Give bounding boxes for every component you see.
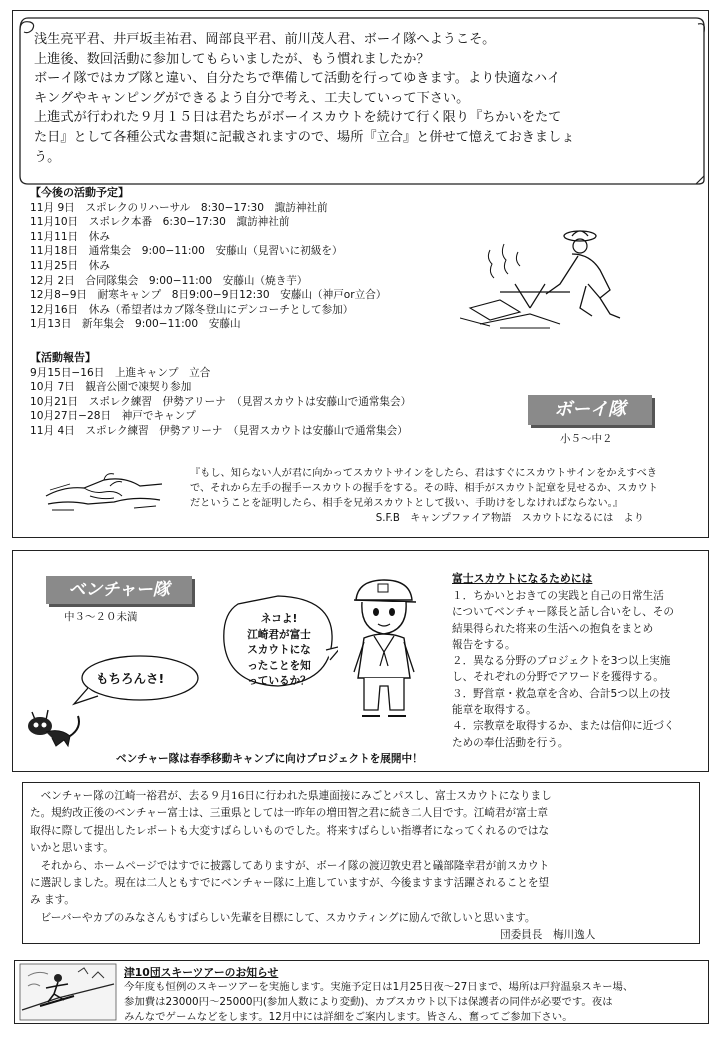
report-item: 10月21日 スポレク練習 伊勢アリーナ （見習スカウトは安藤山で通常集会） [30,395,412,408]
quote-line: だということを証明したら、相手を兄弟スカウトとして扱い、手助けをしなければならない。』 [190,498,623,509]
fuji-scout-section [452,571,674,751]
report-item: 10月 7日 観音公園で凍契り参加 [30,381,192,394]
report-line: た。規約改正後のベンチャー富士は、三重県としては一昨年の増田智之君に続き二人目です。江崎君が富士章 [30,807,548,820]
fuji-heading: 富士スカウトになるためには [452,572,593,585]
speech-bubble-large-text [234,612,324,690]
venture-caption: ベンチャー隊は春季移動キャンプに向けプロジェクトを展開中！ [116,753,423,765]
welcome-line: う。 [34,149,61,165]
bubble-line: 江崎君が富士 [247,628,311,641]
schedule-item: 12月 2日 合同隊集会 9:00−11:00 安藤山（焼き芋） [30,274,308,287]
fuji-line: についてベンチャー隊長と話し合いをし、その [452,606,674,619]
report-item: 9月15日−16日 上進キャンプ 立合 [30,366,211,379]
quote-source: S.F.B キャンプファイア物語 スカウトになるには より [375,513,644,524]
ski-line: みんなでゲームなどをします。12月中には詳細をご案内します。皆さん、奮ってご参加下さい。 [124,1011,573,1024]
fuji-line: ２．異なる分野のプロジェクトを3つ以上実施 [452,655,671,668]
bubble-line: ったことを知 [247,659,311,672]
handshake-illustration [44,466,164,516]
bubble-line: スカウトにな [247,644,311,657]
welcome-line: 上進式が行われた９月１５日は君たちがボーイスカウトを続けて行く限り『ちかいをたて [34,110,562,126]
schedule-item: 12月16日 休み（希望者はカブ隊冬登山にデンコーチとして参加） [30,303,354,316]
venture-troop-badge: ベンチャー隊 [46,576,192,604]
schedule-item: 1月13日 新年集会 9:00−11:00 安藤山 [30,318,241,331]
welcome-line: た日』として各種公式な書類に記載されますので、場所『立合』と併せて憶えておきましょ [34,129,575,145]
scout-campfire-illustration [460,228,635,333]
boy-troop-badge: ボーイ隊 [528,395,652,425]
report-line: いかと思います。 [30,842,114,855]
fuji-line: ４．宗教章を取得するか、または信仰に近づく [452,720,675,733]
bubble-line: ネコよ! [260,613,298,625]
quote-line: 『もし、知らない人が君に向かってスカウトサインをしたら、君はすぐにスカウトサインをかえすべき [190,468,657,479]
welcome-line: 上進後、数回活動に参加してもらいましたが、もう慣れましたか？ [34,51,430,67]
fuji-line: 報告をする。 [452,638,516,651]
report-line: ビーバーやカブのみなさんもすばらしい先輩を目標にして、スカウティングに励んで欲しいと思います。 [30,911,536,924]
fuji-line: し、それぞれの分野でアワードを獲得する。 [452,671,664,684]
fuji-line: 結果得られた将来の生活への抱負をまとめ [452,622,654,635]
schedule-item: 11月11日 休み [30,230,110,243]
schedule-section [30,186,386,332]
report-item: 11月 4日 スポレク練習 伊勢アリーナ （見習スカウトは安藤山で通常集会） [30,424,408,437]
ski-line: 今年度も恒例のスキーツアーを実施します。実施予定日は1月25日夜〜27日まで、場所は戸狩温泉スキー場、 [124,981,634,993]
schedule-item: 11月25日 休み [30,259,110,272]
venture-troop-age: 中３〜２０未満 [64,611,138,623]
skier-illustration [18,962,118,1022]
ski-tour-notice [124,965,633,1025]
welcome-line: ボーイ隊ではカブ隊と違い、自分たちで準備して活動を行ってゆきます。より快適なハイ [34,71,561,87]
bubble-line: っているか？ [247,675,311,688]
boy-troop-age: 小５〜中２ [560,433,613,445]
schedule-item: 11月18日 通常集会 9:00−11:00 安藤山（見習いに初級を） [30,245,343,258]
scout-quote [190,466,658,526]
activity-report-section [30,351,411,439]
report-line: 取得に際して提出したレポートも大変すばらしいものでした。将来すばらしい指導者になってくれるのではな [30,824,550,837]
fuji-line: ３．野営章・救急章を含め、合計5つ以上の技 [452,687,671,700]
fuji-line: ための奉仕活動を行う。 [452,736,569,749]
report-signature: 団委員長 梅川逸人 [500,929,596,941]
report-line: み ます。 [30,894,75,907]
report-item: 10月27日−28日 神戸でキャンプ [30,410,196,423]
cat-illustration [24,706,86,752]
venture-scout-illustration [344,574,426,724]
schedule-item: 12月8−9日 耐寒キャンプ 8日9:00−9日12:30 安藤山（神戸or立合） [30,289,387,302]
schedule-heading: 【今後の活動予定】 [30,186,129,199]
welcome-line: キングやキャンピングができるよう自分で考え、工夫していって下さい。 [34,90,470,106]
ski-line: 参加費は23000円〜25000円(参加人数により変動)、カブスカウト以下は保護者の同伴が必要です。夜は [124,996,613,1009]
fuji-line: 能章を取得する。 [452,704,537,717]
schedule-item: 11月 9日 スポレクのリハーサル 8:30−17:30 諏訪神社前 [30,201,328,214]
ski-heading: 津10団スキーツアーのお知らせ [124,966,279,979]
chief-report [30,788,552,927]
quote-line: で、それから左手の握手ースカウトの握手をする。その時、相手がスカウト記章を見せるか、スカウト [190,483,658,494]
report-line: それから、ホームページではすでに披露してありますが、ボーイ隊の渡辺敦史君と礒部隆幸君が前スカウト [30,859,550,872]
report-heading: 【活動報告】 [30,351,96,364]
speech-bubble-small-text: もちろんさ! [96,671,165,686]
report-line: に選訳しました。現在は二人ともすでにベンチャー隊に上進していますが、今後ますます活躍されることを望 [30,877,550,890]
welcome-line: 浅生亮平君、井戸坂圭祐君、岡部良平君、前川茂人君、ボーイ隊へようこそ。 [34,32,496,47]
report-line: ベンチャー隊の江崎一裕君が、去る９月16日に行われた県連面接にみごとパスし、富士スカウトになりまし [30,790,552,802]
welcome-message [22,18,699,180]
schedule-item: 11月10日 スポレク本番 6:30−17:30 諏訪神社前 [30,216,290,229]
fuji-line: １．ちかいとおきての実践と自己の日常生活 [452,590,664,602]
